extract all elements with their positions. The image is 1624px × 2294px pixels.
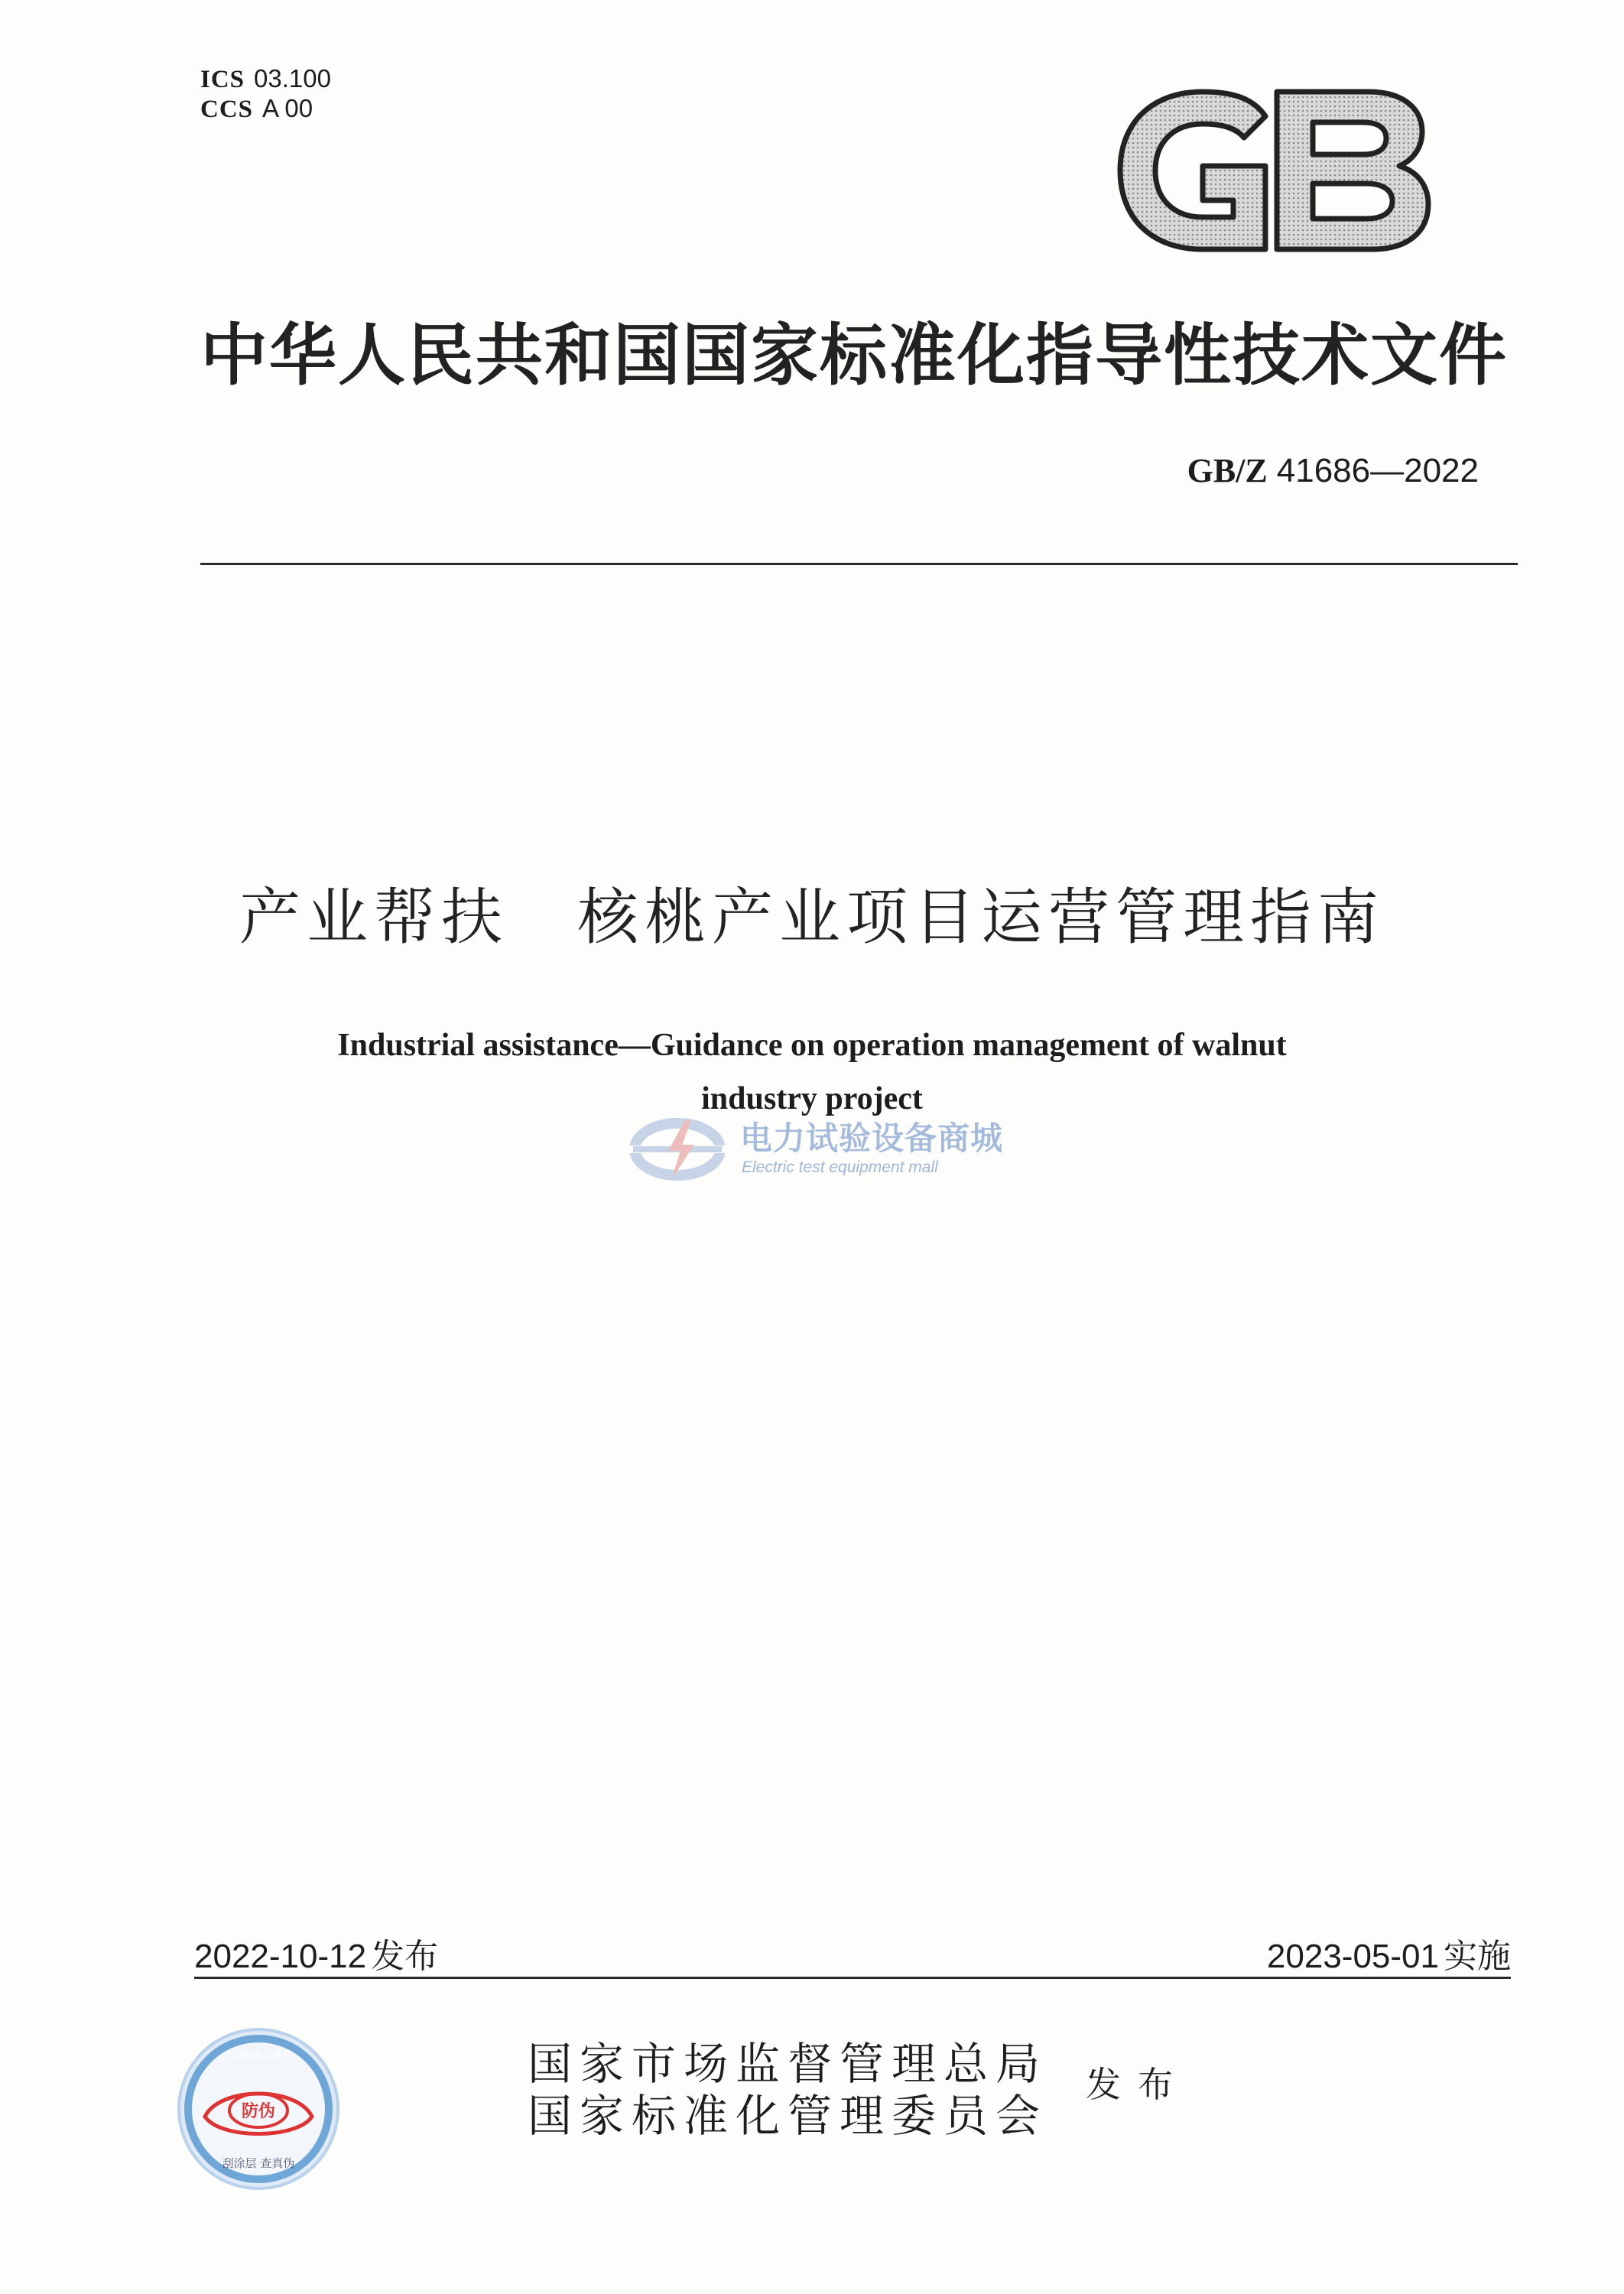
implementation-date-label: 实施 — [1444, 1937, 1511, 1976]
implementation-date-value: 2023-05-01 — [1266, 1938, 1439, 1975]
ccs-code — [200, 94, 331, 124]
ics-code — [200, 64, 331, 94]
ccs-value: A 00 — [262, 94, 313, 122]
anti-counterfeit-seal-icon — [174, 2025, 343, 2193]
publisher-line2: 国家标准化管理委员会 — [528, 2090, 1048, 2142]
standard-prefix: GB/Z — [1187, 452, 1268, 489]
publish-action: 发布 — [1086, 2064, 1190, 2105]
ics-label: ICS — [200, 66, 245, 93]
header-divider — [200, 563, 1518, 565]
ccs-label: CCS — [200, 96, 254, 123]
seal-center-text: 防伪 — [241, 2102, 276, 2121]
issue-date-value: 2022-10-12 — [194, 1938, 367, 1975]
watermark-text-cn: 电力试验设备商城 — [740, 1119, 1004, 1157]
publisher-line1: 国家市场监督管理总局 — [528, 2038, 1048, 2090]
chinese-title — [0, 868, 1624, 956]
document-type: 中华人民共和国国家标准化指导性技术文件 — [200, 316, 1509, 395]
issue-date-label: 发布 — [371, 1937, 439, 1976]
classification-codes — [200, 64, 331, 124]
english-title-line2: industry project — [701, 1081, 923, 1116]
watermark-text-en: Electric test equipment mall — [742, 1158, 938, 1176]
english-title — [0, 1019, 1624, 1126]
chinese-title-part1: 产业帮扶 — [239, 882, 508, 953]
english-title-line1: Industrial assistance—Guidance on operation management of walnut — [337, 1028, 1287, 1063]
footer-divider — [194, 1977, 1511, 1979]
standard-code: 41686—2022 — [1276, 452, 1479, 489]
chinese-title-part2: 核桃产业项目运营管理指南 — [577, 882, 1385, 953]
seal-bottom-text: 刮涂层 查真伪 — [222, 2156, 295, 2170]
issue-date — [194, 1928, 438, 1977]
standard-number — [1187, 451, 1479, 490]
seal-top-text: 中国标准出版社 — [223, 2050, 294, 2062]
gb-logo-icon — [1112, 86, 1434, 255]
ics-value: 03.100 — [254, 64, 331, 93]
implementation-date — [1267, 1928, 1511, 1977]
